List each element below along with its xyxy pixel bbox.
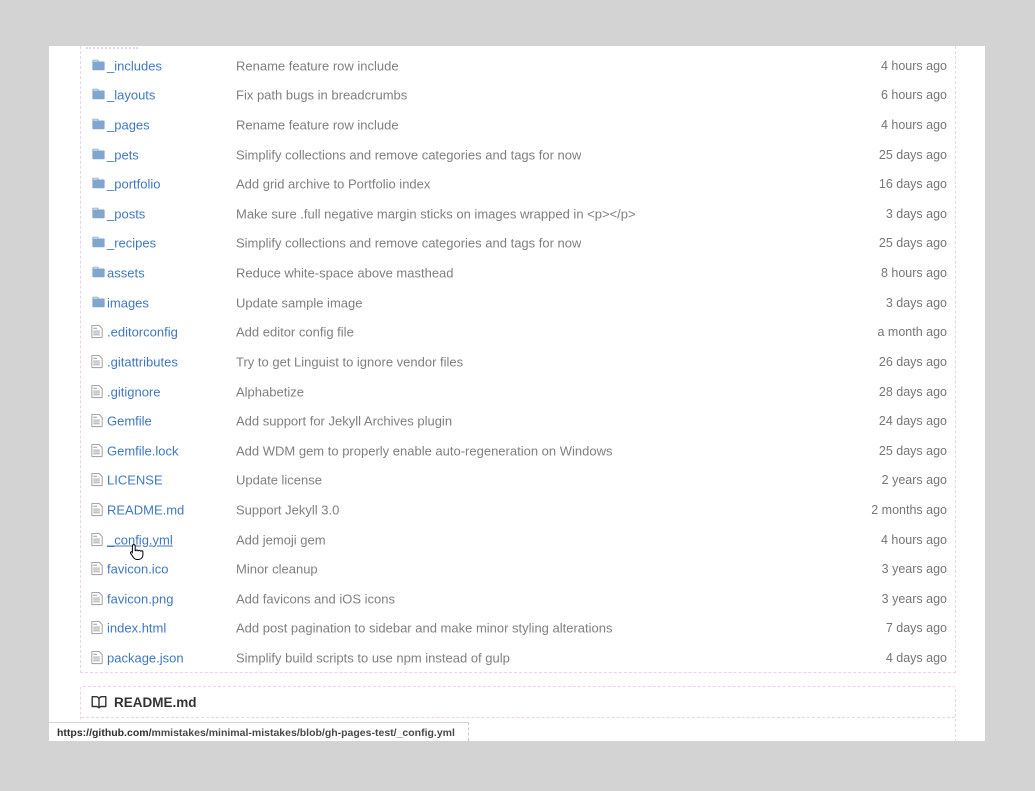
file-link[interactable]: index.html bbox=[107, 620, 167, 636]
commit-age: a month ago bbox=[877, 325, 947, 340]
file-link[interactable]: .gitignore bbox=[107, 384, 161, 399]
table-row bbox=[81, 140, 955, 170]
folder-icon bbox=[91, 58, 107, 74]
table-row bbox=[81, 495, 955, 525]
file-table-rows bbox=[81, 51, 955, 673]
commit-age: 28 days ago bbox=[878, 384, 947, 399]
table-row bbox=[81, 525, 955, 555]
commit-age: 26 days ago bbox=[878, 354, 947, 369]
file-link[interactable]: _includes bbox=[107, 58, 162, 74]
table-row bbox=[81, 584, 955, 614]
commit-message-link[interactable]: Rename feature row include bbox=[236, 58, 399, 74]
commit-age: 2 months ago bbox=[871, 502, 947, 517]
commit-age: 3 years ago bbox=[881, 591, 947, 606]
file-icon bbox=[91, 532, 107, 548]
table-row bbox=[81, 643, 955, 673]
table-row bbox=[81, 554, 955, 584]
commit-message-link[interactable]: Rename feature row include bbox=[236, 117, 399, 133]
file-icon bbox=[91, 443, 107, 459]
commit-message-link[interactable]: Reduce white-space above masthead bbox=[236, 265, 454, 281]
commit-age: 2 years ago bbox=[881, 473, 947, 488]
readme-title: README.md bbox=[114, 694, 197, 710]
book-icon bbox=[91, 695, 107, 710]
status-bar bbox=[49, 722, 469, 741]
commit-age: 4 hours ago bbox=[880, 58, 947, 73]
file-link[interactable]: _config.yml bbox=[107, 532, 173, 548]
file-icon bbox=[91, 620, 107, 636]
table-border-fragment bbox=[86, 47, 138, 49]
file-link[interactable]: _pets bbox=[107, 147, 139, 163]
pointer-hand-cursor bbox=[129, 543, 144, 561]
file-link[interactable]: README.md bbox=[107, 502, 185, 518]
file-link[interactable]: Gemfile bbox=[107, 413, 152, 429]
commit-age: 3 days ago bbox=[885, 295, 947, 310]
file-link[interactable]: _portfolio bbox=[107, 176, 161, 192]
file-link[interactable]: favicon.ico bbox=[107, 561, 169, 577]
commit-age: 6 hours ago bbox=[880, 88, 947, 103]
folder-icon bbox=[91, 147, 107, 163]
commit-message-link[interactable]: Add favicons and iOS icons bbox=[236, 591, 395, 607]
file-link[interactable]: _pages bbox=[107, 117, 150, 133]
commit-age: 4 hours ago bbox=[880, 118, 947, 133]
commit-age: 3 days ago bbox=[885, 206, 947, 221]
file-icon bbox=[91, 354, 107, 370]
status-url-domain: https://github.com/ bbox=[57, 727, 152, 739]
commit-message-link[interactable]: Simplify collections and remove categories and tags for now bbox=[236, 147, 582, 163]
table-row bbox=[81, 466, 955, 496]
commit-age: 25 days ago bbox=[878, 443, 947, 458]
file-link[interactable]: images bbox=[107, 295, 149, 311]
folder-icon bbox=[91, 87, 107, 103]
commit-message-link[interactable]: Alphabetize bbox=[236, 384, 304, 399]
table-row bbox=[81, 110, 955, 140]
table-row bbox=[81, 288, 955, 318]
commit-age: 25 days ago bbox=[878, 147, 947, 162]
commit-age: 16 days ago bbox=[878, 177, 947, 192]
commit-message-link[interactable]: Simplify collections and remove categories and tags for now bbox=[236, 235, 582, 251]
file-table bbox=[80, 46, 956, 673]
commit-message-link[interactable]: Simplify build scripts to use npm instead of gulp bbox=[236, 650, 510, 666]
commit-age: 3 years ago bbox=[881, 562, 947, 577]
commit-age: 24 days ago bbox=[878, 414, 947, 429]
table-row bbox=[81, 258, 955, 288]
table-row bbox=[81, 436, 955, 466]
file-link[interactable]: favicon.png bbox=[107, 591, 174, 607]
file-icon bbox=[91, 472, 107, 488]
table-row bbox=[81, 347, 955, 377]
file-icon bbox=[91, 561, 107, 577]
commit-age: 4 days ago bbox=[885, 650, 947, 665]
file-link[interactable]: _layouts bbox=[107, 87, 156, 103]
commit-message-link[interactable]: Support Jekyll 3.0 bbox=[236, 502, 340, 518]
table-row bbox=[81, 229, 955, 259]
file-icon bbox=[91, 324, 107, 340]
table-row bbox=[81, 406, 955, 436]
file-icon bbox=[91, 650, 107, 666]
file-icon bbox=[91, 384, 107, 400]
readme-header[interactable] bbox=[81, 687, 955, 718]
table-row bbox=[81, 81, 955, 111]
folder-icon bbox=[91, 295, 107, 311]
commit-message-link[interactable]: Add editor config file bbox=[236, 324, 354, 340]
file-link[interactable]: _posts bbox=[107, 206, 146, 222]
file-link[interactable]: assets bbox=[107, 265, 145, 281]
commit-message-link[interactable]: Add post pagination to sidebar and make minor styling alterations bbox=[236, 620, 613, 636]
table-row bbox=[81, 317, 955, 347]
commit-message-link[interactable]: Add grid archive to Portfolio index bbox=[236, 176, 431, 192]
folder-icon bbox=[91, 176, 107, 192]
table-row bbox=[81, 199, 955, 229]
folder-icon bbox=[91, 265, 107, 281]
commit-age: 8 hours ago bbox=[880, 266, 947, 281]
folder-icon bbox=[91, 235, 107, 251]
commit-message-link[interactable]: Minor cleanup bbox=[236, 561, 318, 577]
file-link[interactable]: .gitattributes bbox=[107, 354, 178, 370]
table-row bbox=[81, 614, 955, 644]
commit-age: 7 days ago bbox=[885, 621, 947, 636]
commit-message-link[interactable]: Update license bbox=[236, 472, 322, 488]
commit-message-link[interactable]: Make sure .full negative margin sticks on images wrapped in <p></p> bbox=[236, 206, 636, 222]
status-url-path: mmistakes/minimal-mistakes/blob/gh-pages-test/_config.yml bbox=[151, 727, 455, 739]
commit-message-link[interactable]: Update sample image bbox=[236, 295, 363, 311]
file-link[interactable]: Gemfile.lock bbox=[107, 443, 179, 459]
file-link[interactable]: _recipes bbox=[107, 235, 157, 251]
commit-message-link[interactable]: Add jemoji gem bbox=[236, 532, 326, 548]
file-icon bbox=[91, 502, 107, 518]
browser-viewport bbox=[49, 46, 985, 741]
commit-message-link[interactable]: Add support for Jekyll Archives plugin bbox=[236, 413, 453, 429]
commit-message-link[interactable]: Try to get Linguist to ignore vendor files bbox=[236, 354, 464, 370]
commit-age: 4 hours ago bbox=[880, 532, 947, 547]
file-link[interactable]: package.json bbox=[107, 650, 184, 666]
commit-age: 25 days ago bbox=[878, 236, 947, 251]
table-row bbox=[81, 51, 955, 81]
folder-icon bbox=[91, 117, 107, 133]
table-row bbox=[81, 377, 955, 407]
commit-message-link[interactable]: Fix path bugs in breadcrumbs bbox=[236, 87, 408, 103]
file-icon bbox=[91, 591, 107, 607]
table-row bbox=[81, 169, 955, 199]
folder-icon bbox=[91, 206, 107, 222]
file-link[interactable]: LICENSE bbox=[107, 472, 163, 488]
commit-message-link[interactable]: Add WDM gem to properly enable auto-regeneration on Windows bbox=[236, 443, 613, 459]
file-link[interactable]: .editorconfig bbox=[107, 324, 178, 340]
file-icon bbox=[91, 413, 107, 429]
